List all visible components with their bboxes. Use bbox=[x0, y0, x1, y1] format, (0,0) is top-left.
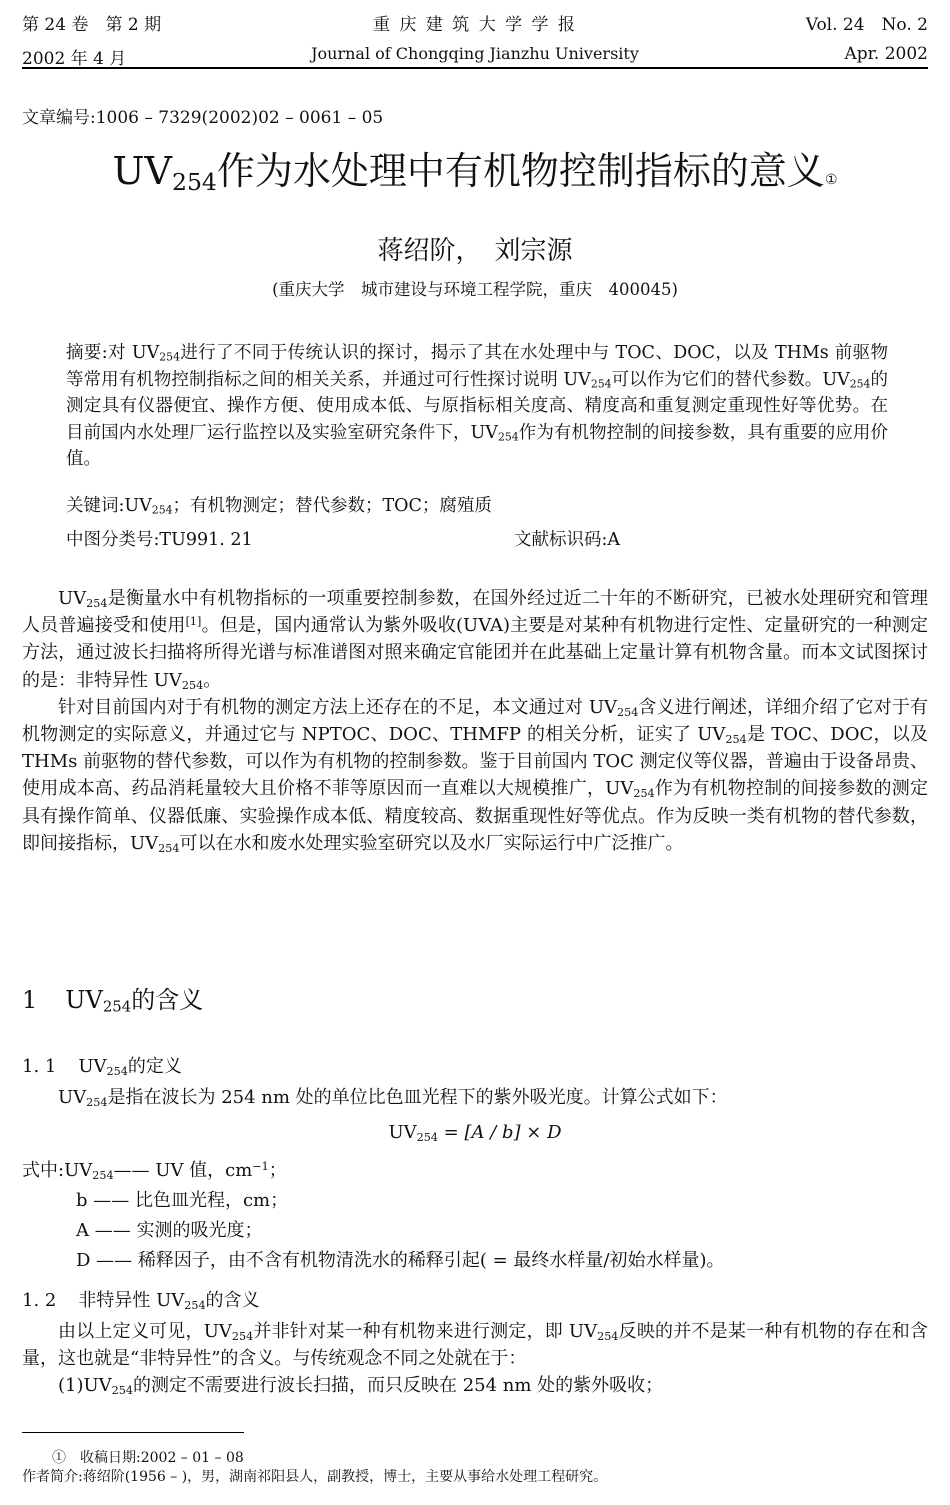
document-code: 文献标识码:A bbox=[514, 530, 621, 550]
section-heading-1-2: 1. 2 非特异性 $UV_{254}$的含义 bbox=[22, 1290, 260, 1312]
article-number: 文章编号:1006 – 7329(2002)02 – 0061 – 05 bbox=[22, 108, 384, 128]
definition-paragraph: $UV_{254}$是指在波长为 254 nm 处的单位比色皿光程下的紫外吸光度。计算公式如下： bbox=[58, 1087, 728, 1109]
uv254-formula: $UV_{254} = [A / b] \times D$ bbox=[388, 1122, 562, 1144]
section-heading-1: 1 $UV_{254}$的含义 bbox=[22, 986, 204, 1016]
footnote-rule bbox=[22, 1432, 244, 1433]
journal-vol-en: Vol. 24 No. 2 bbox=[805, 15, 928, 35]
intro-paragraph-1: $UV_{254}$是衡量水中有机物指标的一项重要控制参数，在国外经过近二十年的不断研究，已被水处理研究和管理人员普遍接受和使用[1]。但是，国内通常认为紫外吸收(UVA)主要是对某种有机物进行定性、定量研究的一种测定方法，通过波长扫描将所得光谱与标准谱图对照来确定官能团并在此基础上定量计算有机物含量。而本文试图探讨的是：非特异性 $UV_{254}$。 bbox=[22, 588, 928, 692]
journal-name-cn: 重 庆 建 筑 大 学 学 报 bbox=[373, 15, 577, 35]
clc-number: 中图分类号:TU991. 21 bbox=[66, 530, 253, 550]
section-heading-1-1: 1. 1 $UV_{254}$的定义 bbox=[22, 1056, 182, 1078]
paper-title: $UV_{254}$作为水处理中有机物控制指标的意义① bbox=[112, 149, 838, 196]
abstract: 摘要:对 $UV_{254}$进行了不同于传统认识的探讨，揭示了其在水处理中与 TOC、DOC，以及 THMs 前驱物等常用有机物控制指标之间的相关关系，并通过可行性探讨说明 $UV_{254}$可以作为它们的替代参数。$UV_{254}$的测定具有仪器便宜、操作方便、使用成本低、与原指标相关度高、精度高和重复测定重现性好等优势。在目前国内水处理厂运行监控以及实验室研究条件下，$UV_{254}$作为有机物控制的间接参数，具有重要的应用价值。 bbox=[66, 343, 889, 469]
footnote-author-bio: 作者简介:蒋绍阶(1956 – )，男，湖南祁阳县人，副教授，博士，主要从事给水处理工程研究。 bbox=[22, 1469, 608, 1485]
abstract-label: 摘要: bbox=[66, 343, 108, 363]
header-rule bbox=[22, 67, 928, 69]
footnote-received-date: ① 收稿日期:2002 – 01 – 08 bbox=[52, 1450, 244, 1466]
nonspecific-paragraph: 由以上定义可见，$UV_{254}$并非针对某一种有机物来进行测定，即 $UV_{254}$反映的并不是某一种有机物的存在和含量，这也就是“非特异性”的含义。与传统观念不同之处就在于： $(1)UV_{254}$的测定不需要进行波长扫描，而只反映在 254 nm 处的紫外吸收； bbox=[22, 1318, 928, 1400]
authors: 蒋绍阶， 刘宗源 bbox=[377, 236, 573, 266]
keywords: 关键词$:UV_{254}$；有机物测定；替代参数；TOC；腐殖质 bbox=[66, 496, 492, 517]
introduction bbox=[22, 585, 928, 857]
journal-name-en: Journal of Chongqing Jianzhu University bbox=[311, 44, 639, 63]
formula-legend: 式中$:UV_{254}——$ UV 值，$cm^{-1}$； b —— 比色皿光程，cm； A —— 实测的吸光度； D —— 稀释因子，由不含有机物清洗水的稀释引起( = 最终水样量/初始水样量)。 bbox=[22, 1159, 725, 1271]
journal-date: 2002 年 4 月 bbox=[22, 49, 127, 69]
list-item: $(1)UV_{254}$的测定不需要进行波长扫描，而只反映在 254 nm 处的紫外吸收； bbox=[58, 1375, 664, 1398]
affiliation: (重庆大学 城市建设与环境工程学院，重庆 400045) bbox=[272, 280, 678, 299]
journal-volume-issue: 第 24 卷 第 2 期 bbox=[22, 15, 162, 35]
journal-date-en: Apr. 2002 bbox=[844, 44, 928, 64]
intro-paragraph-2: 针对目前国内对于有机物的测定方法上还存在的不足，本文通过对 $UV_{254}$含义进行阐述，详细介绍了它对于有机物测定的实际意义，并通过它与 NPTOC、DOC、THMFP 的相关分析，证实了 $UV_{254}$是 TOC、DOC，以及 THMs 前驱物的替代参数，可以作为有机物的控制参数。鉴于目前国内 TOC 测定仪等仪器，普遍由于设备昂贵、使用成本高、药品消耗量较大且价格不菲等原因而一直难以大规模推广，$UV_{254}$作为有机物控制的间接参数的测定具有操作简单、仪器低廉、实验操作成本低、精度较高、数据重现性好等优点。作为反映一类有机物的替代参数，即间接指标，$UV_{254}$可以在水和废水处理实验室研究以及水厂实际运行中广泛推广。 bbox=[22, 696, 929, 855]
